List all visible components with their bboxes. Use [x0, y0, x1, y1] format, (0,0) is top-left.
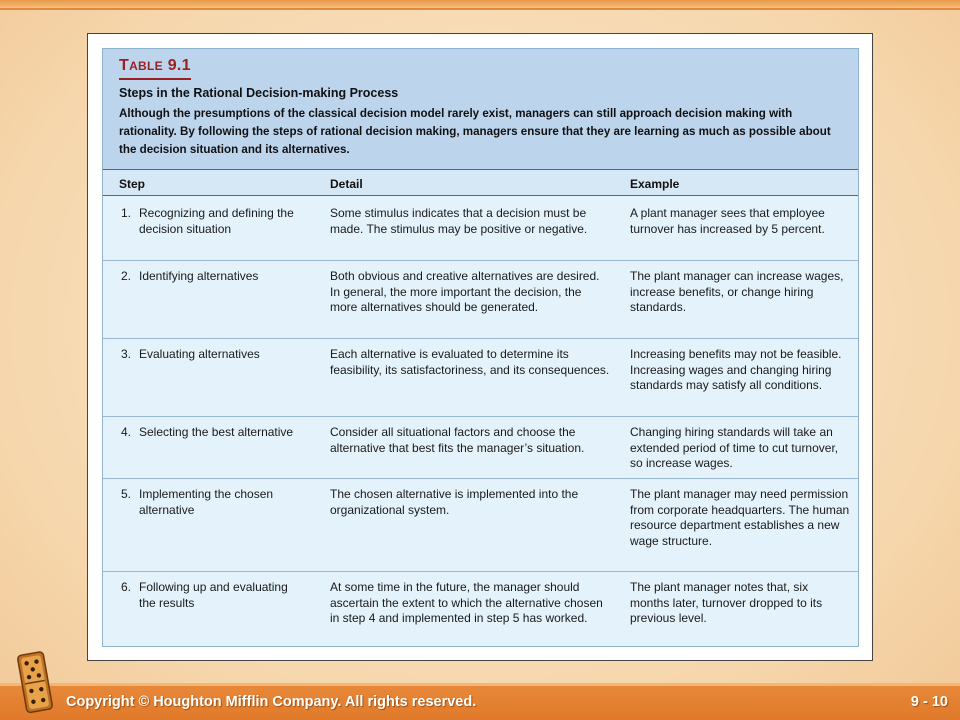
step-number: 4. [121, 425, 132, 439]
page-number: 9 - 10 [910, 694, 948, 710]
step-name: Following up and evaluating the results [139, 580, 288, 610]
footer-bar [0, 683, 960, 720]
copyright-text: Copyright © Houghton Mifflin Company. All rights reserved. [66, 694, 477, 710]
table-row [103, 198, 858, 261]
step-example: The plant manager notes that, six months later, turnover dropped to its previous level. [630, 580, 823, 625]
step-example: The plant manager may need permission from corporate headquarters. The human resource department establishes a new wage structure. [630, 487, 850, 548]
step-detail: Some stimulus indicates that a decision must be made. The stimulus may be positive or negative. [330, 206, 588, 236]
step-number: 3. [121, 347, 132, 361]
table-title: Steps in the Rational Decision-making Process [119, 86, 399, 100]
step-detail: Each alternative is evaluated to determine its feasibility, its satisfactoriness, and its consequences. [330, 347, 610, 377]
step-detail: The chosen alternative is implemented into the organizational system. [330, 487, 579, 517]
step-name: Evaluating alternatives [139, 347, 260, 361]
table-row [103, 572, 858, 647]
column-header-step: Step [119, 177, 146, 191]
table-label-underline [119, 78, 191, 80]
step-name: Selecting the best alternative [139, 425, 294, 439]
step-detail: Consider all situational factors and choose the alternative that best fits the manager’s situation. [330, 425, 585, 455]
table-row [103, 339, 858, 417]
table-label: TABLE 9.1 [119, 57, 191, 74]
step-number: 2. [121, 269, 132, 283]
table-frame [87, 33, 873, 661]
step-detail: At some time in the future, the manager should ascertain the extent to which the alternative chosen in step 4 and implemented in step 5 has worked. [330, 580, 603, 625]
domino-icon [14, 649, 58, 715]
step-number: 1. [121, 206, 132, 220]
top-accent-bar [0, 0, 960, 10]
table-caption: Although the presumptions of the classical decision model rarely exist, managers can still approach decision making with rationality. By following the steps of rational decision making, managers ensure that they are learning as much as possible about the decision situation and its alternatives. [119, 107, 831, 156]
step-name: Implementing the chosen alternative [139, 487, 274, 517]
table-row [103, 261, 858, 339]
decision-table [102, 48, 859, 647]
step-number: 5. [121, 487, 132, 501]
step-number: 6. [121, 580, 132, 594]
step-name: Recognizing and defining the decision situation [139, 206, 294, 236]
step-example: Increasing benefits may not be feasible. Increasing wages and changing hiring standards may satisfy all conditions. [630, 347, 842, 392]
column-header-example: Example [630, 177, 680, 191]
step-example: Changing hiring standards will take an extended period of time to cut turnover, so increase wages. [630, 425, 839, 470]
column-header-detail: Detail [330, 177, 363, 191]
table-row [103, 479, 858, 572]
step-example: The plant manager can increase wages, increase benefits, or change hiring standards. [630, 269, 844, 314]
column-header-row [103, 169, 858, 196]
table-header-block [103, 49, 858, 169]
step-example: A plant manager sees that employee turnover has increased by 5 percent. [630, 206, 825, 236]
step-name: Identifying alternatives [139, 269, 259, 283]
step-detail: Both obvious and creative alternatives are desired. In general, the more important the decision, the more alternatives should be generated. [330, 269, 600, 314]
table-row [103, 417, 858, 479]
